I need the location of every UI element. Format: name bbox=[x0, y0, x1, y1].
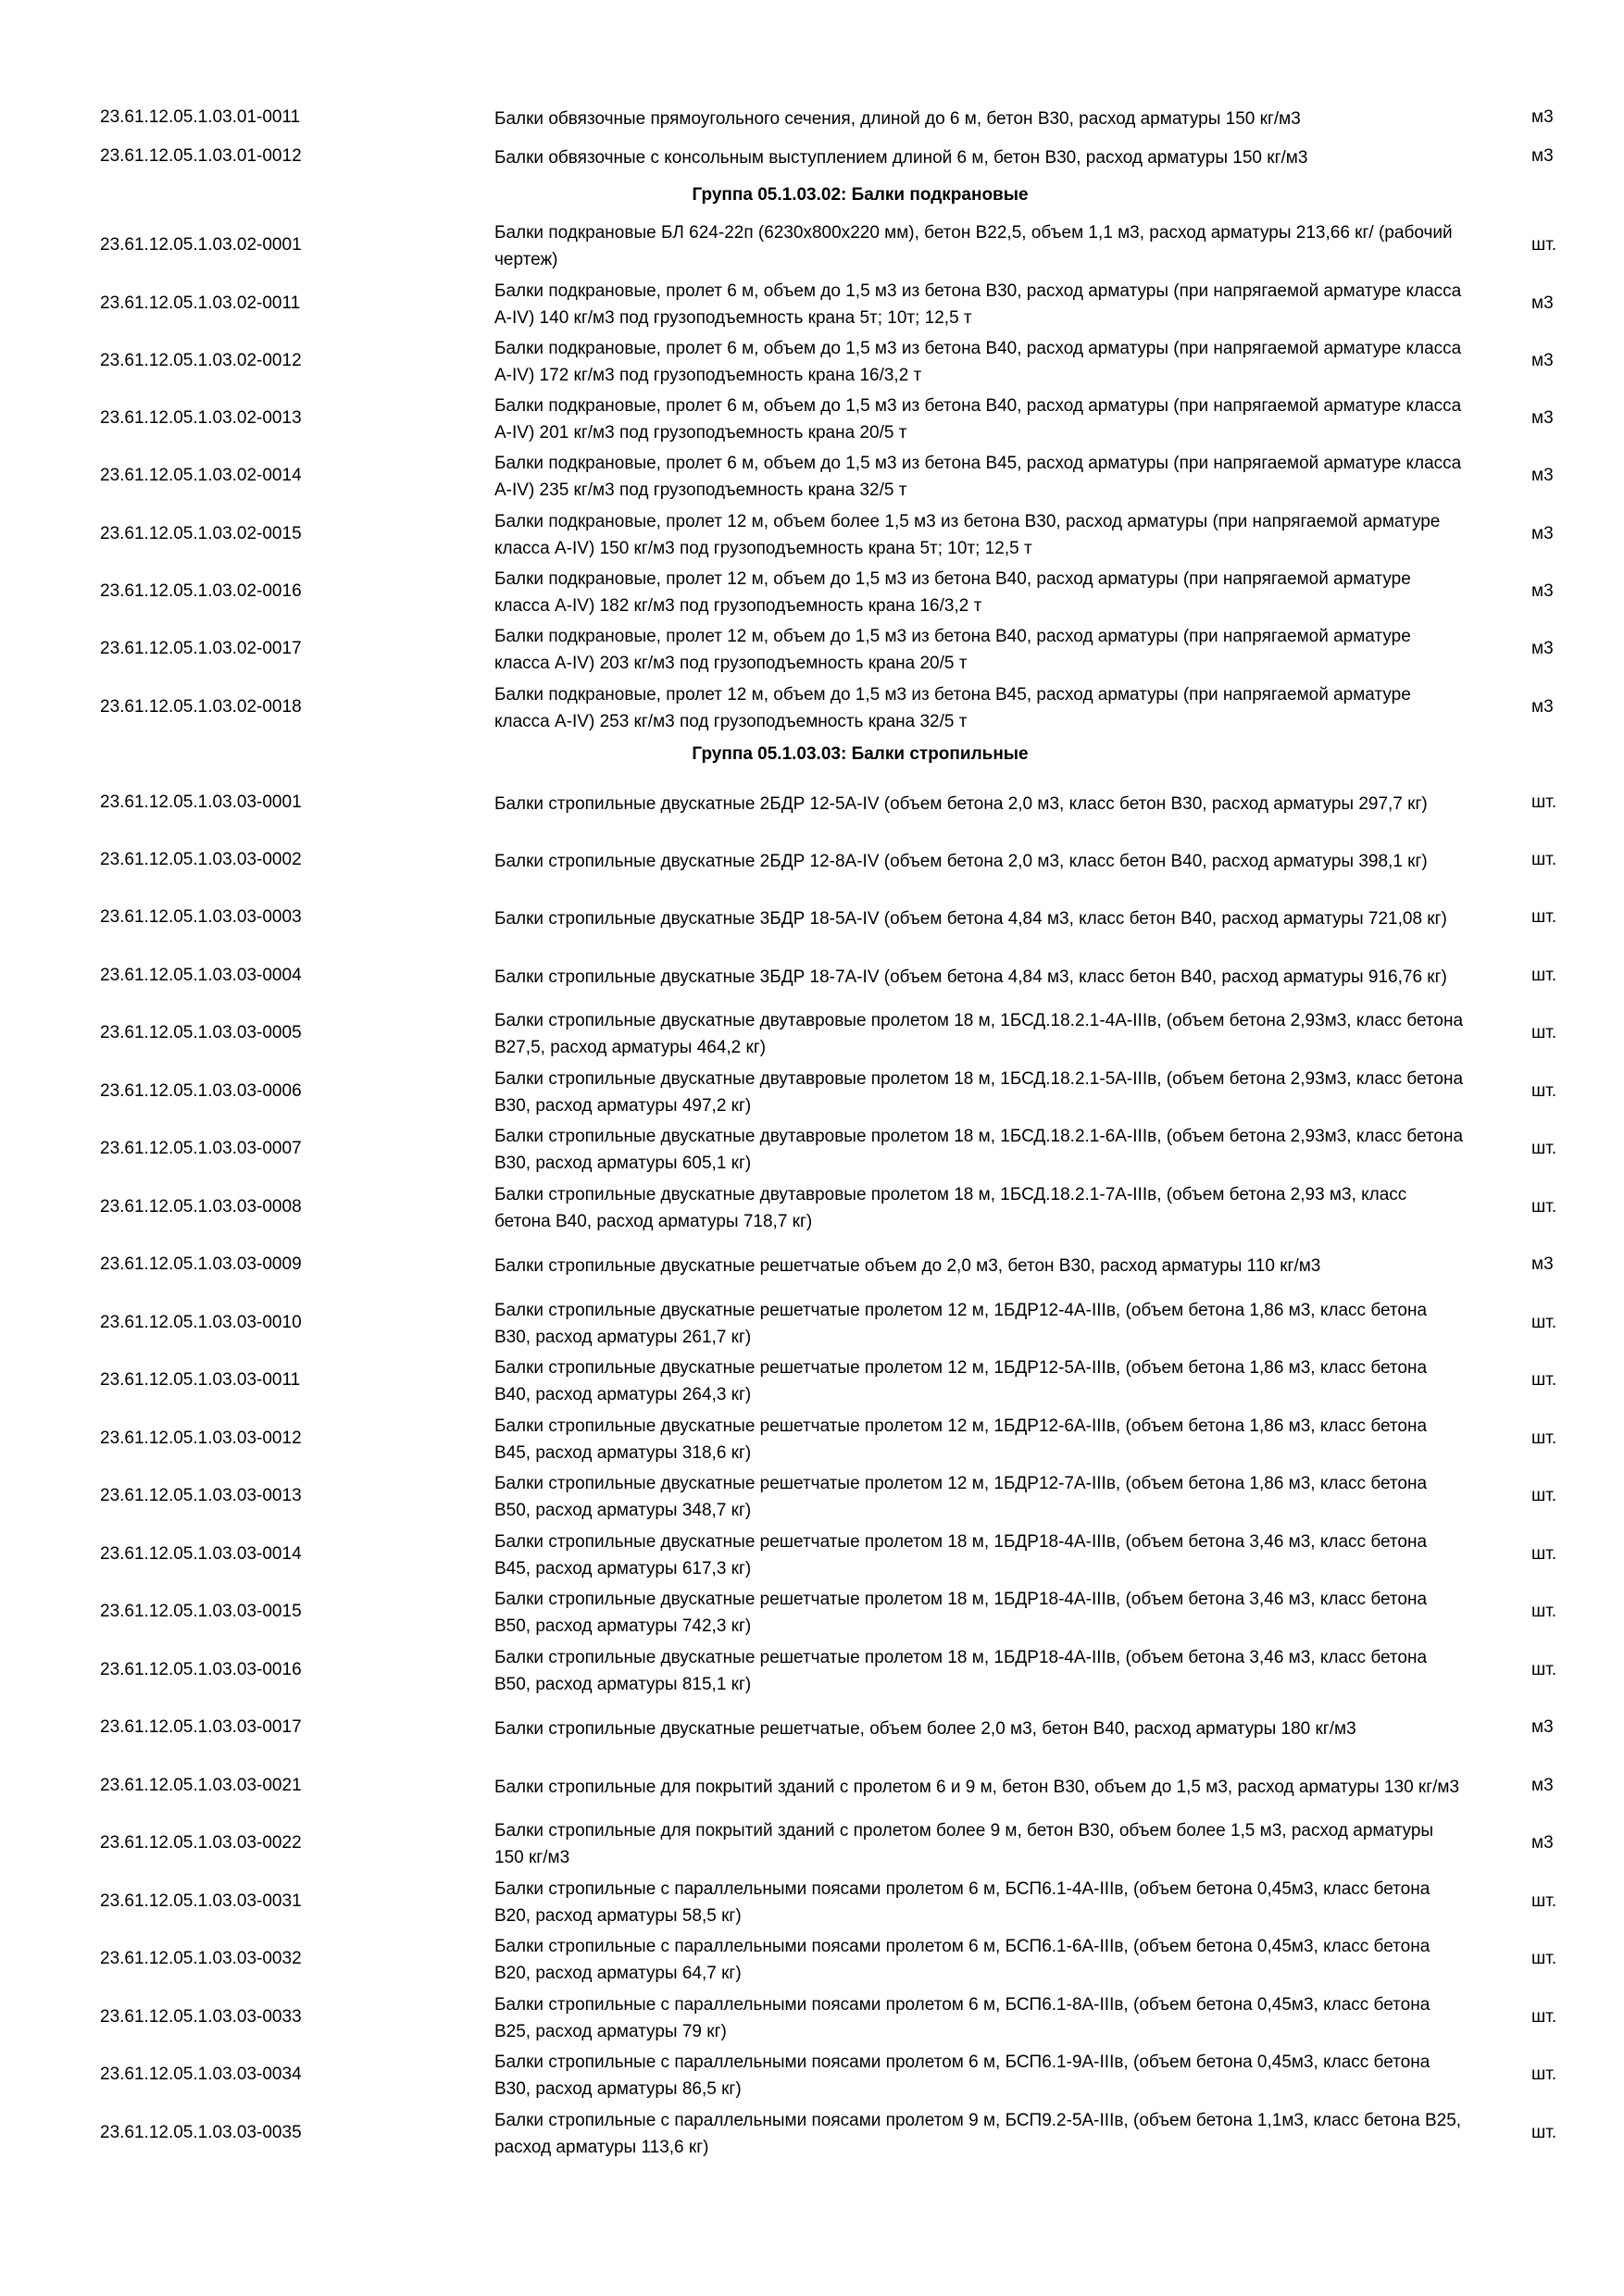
row-unit: м3 bbox=[1531, 1833, 1554, 1853]
row-unit: м3 bbox=[1531, 293, 1554, 313]
row-description: Балки стропильные двускатные 3БДР 18-5А-IV (объем бетона 4,84 м3, класс бетон В40, расход арматуры 721,08 кг) bbox=[494, 908, 1447, 929]
row-code: 23.61.12.05.1.03.02-0012 bbox=[100, 351, 302, 370]
row-unit: шт. bbox=[1531, 1891, 1557, 1911]
row-unit: м3 bbox=[1531, 581, 1554, 601]
row-description: Балки стропильные двускатные решетчатые пролетом 12 м, 1БДР12-6А-IIIв, (объем бетона 1,86 м3, класс бетона В45, расход арматуры 318,6 кг) bbox=[494, 1416, 1428, 1463]
row-unit: шт. bbox=[1531, 2007, 1557, 2027]
row-description: Балки стропильные для покрытий зданий с пролетом более 9 м, бетон В30, объем более 1,5 м3, расход арматуры 150 кг/м3 bbox=[494, 1821, 1434, 1867]
row-unit: м3 bbox=[1531, 466, 1554, 485]
row-unit: шт. bbox=[1531, 1081, 1557, 1101]
row-description: Балки стропильные двускатные 2БДР 12-8А-IV (объем бетона 2,0 м3, класс бетон В40, расход арматуры 398,1 кг) bbox=[494, 851, 1428, 871]
row-unit: шт. bbox=[1531, 792, 1557, 812]
row-unit: м3 bbox=[1531, 1717, 1554, 1737]
row-unit: м3 bbox=[1531, 408, 1554, 428]
row-unit: шт. bbox=[1531, 2123, 1557, 2142]
row-code: 23.61.12.05.1.03.03-0033 bbox=[100, 2007, 302, 2027]
row-description: Балки стропильные с параллельными поясами пролетом 6 м, БСП6.1-8А-IIIв, (объем бетона 0,45м3, класс бетона В25, расход арматуры 79 кг) bbox=[494, 1995, 1430, 2041]
row-description: Балки подкрановые, пролет 6 м, объем до 1,5 м3 из бетона В45, расход арматуры (при напрягаемой арматуре класса А-IV) 235 кг/м3 под грузоподъемность крана 32/5 т bbox=[494, 454, 1462, 500]
row-unit: шт. bbox=[1531, 1197, 1557, 1217]
row-code: 23.61.12.05.1.03.03-0035 bbox=[100, 2123, 302, 2142]
row-code: 23.61.12.05.1.03.03-0014 bbox=[100, 1544, 302, 1564]
row-code: 23.61.12.05.1.03.03-0021 bbox=[100, 1776, 302, 1795]
row-code: 23.61.12.05.1.03.02-0018 bbox=[100, 697, 302, 717]
row-code: 23.61.12.05.1.03.02-0014 bbox=[100, 466, 302, 485]
row-unit: шт. bbox=[1531, 1313, 1557, 1332]
row-description: Балки стропильные двускатные решетчатые объем до 2,0 м3, бетон В30, расход арматуры 110 кг/м3 bbox=[494, 1255, 1321, 1276]
row-description: Балки стропильные двускатные 2БДР 12-5А-IV (объем бетона 2,0 м3, класс бетон В30, расход арматуры 297,7 кг) bbox=[494, 793, 1428, 814]
row-code: 23.61.12.05.1.03.01-0011 bbox=[100, 107, 301, 127]
row-code: 23.61.12.05.1.03.03-0001 bbox=[100, 792, 302, 812]
row-code: 23.61.12.05.1.03.03-0005 bbox=[100, 1023, 302, 1042]
row-description: Балки стропильные двускатные двутавровые пролетом 18 м, 1БСД.18.2.1-5А-IIIв, (объем бетона 2,93м3, класс бетона В30, расход арматуры 497,2 кг) bbox=[494, 1069, 1464, 1116]
row-unit: шт. bbox=[1531, 1370, 1557, 1390]
row-code: 23.61.12.05.1.03.02-0015 bbox=[100, 524, 302, 543]
row-code: 23.61.12.05.1.03.01-0012 bbox=[100, 146, 302, 166]
row-unit: шт. bbox=[1531, 1949, 1557, 1968]
row-description: Балки подкрановые, пролет 12 м, объем до 1,5 м3 из бетона В40, расход арматуры (при напрягаемой арматуре класса А-IV) 203 кг/м3 под грузоподъемность крана 20/5 т bbox=[494, 627, 1411, 673]
row-description: Балки подкрановые, пролет 6 м, объем до 1,5 м3 из бетона В40, расход арматуры (при напрягаемой арматуре класса А-IV) 201 кг/м3 под грузоподъемность крана 20/5 т bbox=[494, 396, 1462, 443]
row-description: Балки подкрановые, пролет 12 м, объем более 1,5 м3 из бетона В30, расход арматуры (при напрягаемой арматуре класса А-IV) 150 кг/м3 под грузоподъемность крана 5т; 10т; 12,5 т bbox=[494, 512, 1441, 558]
group-heading: Группа 05.1.03.02: Балки подкрановые bbox=[692, 185, 1029, 205]
row-code: 23.61.12.05.1.03.03-0009 bbox=[100, 1254, 302, 1274]
row-code: 23.61.12.05.1.03.03-0003 bbox=[100, 907, 302, 927]
row-description: Балки стропильные двускатные решетчатые пролетом 18 м, 1БДР18-4А-IIIв, (объем бетона 3,46 м3, класс бетона В45, расход арматуры 617,3 кг) bbox=[494, 1532, 1428, 1578]
row-description: Балки стропильные с параллельными поясами пролетом 6 м, БСП6.1-6А-IIIв, (объем бетона 0,45м3, класс бетона В20, расход арматуры 64,7 кг) bbox=[494, 1937, 1430, 1983]
row-unit: шт. bbox=[1531, 1486, 1557, 1505]
row-description: Балки стропильные для покрытий зданий с пролетом 6 и 9 м, бетон В30, объем до 1,5 м3, расход арматуры 130 кг/м3 bbox=[494, 1777, 1460, 1797]
row-unit: м3 bbox=[1531, 351, 1554, 370]
row-code: 23.61.12.05.1.03.03-0012 bbox=[100, 1429, 302, 1448]
row-unit: шт. bbox=[1531, 1544, 1557, 1564]
row-description: Балки стропильные с параллельными поясами пролетом 6 м, БСП6.1-9А-IIIв, (объем бетона 0,45м3, класс бетона В30, расход арматуры 86,5 кг) bbox=[494, 2053, 1430, 2099]
row-description: Балки стропильные двускатные решетчатые пролетом 18 м, 1БДР18-4А-IIIв, (объем бетона 3,46 м3, класс бетона В50, расход арматуры 815,1 кг) bbox=[494, 1648, 1428, 1694]
row-code: 23.61.12.05.1.03.03-0022 bbox=[100, 1833, 302, 1853]
row-unit: шт. bbox=[1531, 1602, 1557, 1621]
row-unit: шт. bbox=[1531, 850, 1557, 869]
row-description: Балки подкрановые БЛ 624-22п (6230x800x220 мм), бетон В22,5, объем 1,1 м3, расход арматуры 213,66 кг/ (рабочий чертеж) bbox=[494, 223, 1453, 269]
group-heading: Группа 05.1.03.03: Балки стропильные bbox=[692, 744, 1029, 764]
row-unit: м3 bbox=[1531, 107, 1554, 127]
row-code: 23.61.12.05.1.03.02-0013 bbox=[100, 408, 302, 428]
row-description: Балки стропильные двускатные двутавровые пролетом 18 м, 1БСД.18.2.1-6А-IIIв, (объем бетона 2,93м3, класс бетона В30, расход арматуры 605,1 кг) bbox=[494, 1127, 1464, 1173]
row-description: Балки подкрановые, пролет 6 м, объем до 1,5 м3 из бетона В40, расход арматуры (при напрягаемой арматуре класса А-IV) 172 кг/м3 под грузоподъемность крана 16/3,2 т bbox=[494, 339, 1462, 385]
row-code: 23.61.12.05.1.03.03-0016 bbox=[100, 1660, 302, 1679]
row-description: Балки стропильные двускатные решетчатые, объем более 2,0 м3, бетон В40, расход арматуры 180 кг/м3 bbox=[494, 1718, 1356, 1739]
row-unit: шт. bbox=[1531, 1660, 1557, 1679]
row-unit: м3 bbox=[1531, 146, 1554, 166]
row-description: Балки стропильные двускатные 3БДР 18-7А-IV (объем бетона 4,84 м3, класс бетон В40, расход арматуры 916,76 кг) bbox=[494, 967, 1447, 987]
row-code: 23.61.12.05.1.03.03-0010 bbox=[100, 1313, 302, 1332]
row-code: 23.61.12.05.1.03.02-0016 bbox=[100, 581, 302, 601]
row-unit: м3 bbox=[1531, 697, 1554, 717]
row-code: 23.61.12.05.1.03.03-0017 bbox=[100, 1717, 302, 1737]
row-code: 23.61.12.05.1.03.03-0008 bbox=[100, 1197, 302, 1217]
row-unit: шт. bbox=[1531, 1023, 1557, 1042]
row-unit: шт. bbox=[1531, 235, 1557, 255]
row-code: 23.61.12.05.1.03.03-0004 bbox=[100, 966, 302, 985]
row-code: 23.61.12.05.1.03.03-0011 bbox=[100, 1370, 301, 1390]
row-code: 23.61.12.05.1.03.03-0032 bbox=[100, 1949, 302, 1968]
row-unit: шт. bbox=[1531, 966, 1557, 985]
row-unit: шт. bbox=[1531, 1139, 1557, 1158]
row-description: Балки подкрановые, пролет 6 м, объем до 1,5 м3 из бетона В30, расход арматуры (при напрягаемой арматуре класса А-IV) 140 кг/м3 под грузоподъемность крана 5т; 10т; 12,5 т bbox=[494, 281, 1462, 328]
row-description: Балки стропильные с параллельными поясами пролетом 6 м, БСП6.1-4А-IIIв, (объем бетона 0,45м3, класс бетона В20, расход арматуры 58,5 кг) bbox=[494, 1879, 1430, 1926]
row-code: 23.61.12.05.1.03.03-0013 bbox=[100, 1486, 302, 1505]
row-code: 23.61.12.05.1.03.03-0007 bbox=[100, 1139, 302, 1158]
row-code: 23.61.12.05.1.03.03-0002 bbox=[100, 850, 302, 869]
row-code: 23.61.12.05.1.03.03-0031 bbox=[100, 1891, 302, 1911]
row-description: Балки стропильные двускатные решетчатые пролетом 18 м, 1БДР18-4А-IIIв, (объем бетона 3,46 м3, класс бетона В50, расход арматуры 742,3 кг) bbox=[494, 1590, 1428, 1636]
row-description: Балки стропильные двускатные двутавровые пролетом 18 м, 1БСД.18.2.1-7А-IIIв, (объем бетона 2,93 м3, класс бетона В40, расход арматуры 718,7 кг) bbox=[494, 1185, 1407, 1231]
row-unit: м3 bbox=[1531, 524, 1554, 543]
row-code: 23.61.12.05.1.03.03-0015 bbox=[100, 1602, 302, 1621]
row-unit: м3 bbox=[1531, 1254, 1554, 1274]
row-unit: шт. bbox=[1531, 907, 1557, 927]
row-code: 23.61.12.05.1.03.03-0034 bbox=[100, 2065, 302, 2084]
row-code: 23.61.12.05.1.03.02-0001 bbox=[100, 235, 302, 255]
row-description: Балки обвязочные прямоугольного сечения, длиной до 6 м, бетон В30, расход арматуры 150 кг/м3 bbox=[494, 108, 1301, 129]
row-unit: шт. bbox=[1531, 2065, 1557, 2084]
row-description: Балки стропильные с параллельными поясами пролетом 9 м, БСП9.2-5А-IIIв, (объем бетона 1,1м3, класс бетона В25, расход арматуры 113,6 кг) bbox=[494, 2111, 1462, 2157]
row-description: Балки стропильные двускатные решетчатые пролетом 12 м, 1БДР12-5А-IIIв, (объем бетона 1,86 м3, класс бетона В40, расход арматуры 264,3 кг) bbox=[494, 1358, 1428, 1404]
row-code: 23.61.12.05.1.03.02-0011 bbox=[100, 293, 301, 313]
row-unit: шт. bbox=[1531, 1429, 1557, 1448]
row-code: 23.61.12.05.1.03.03-0006 bbox=[100, 1081, 302, 1101]
row-description: Балки стропильные двускатные двутавровые пролетом 18 м, 1БСД.18.2.1-4А-IIIв, (объем бетона 2,93м3, класс бетона В27,5, расход арматуры 464,2 кг) bbox=[494, 1011, 1464, 1057]
row-unit: м3 bbox=[1531, 1776, 1554, 1795]
row-description: Балки обвязочные с консольным выступлением длиной 6 м, бетон В30, расход арматуры 150 кг/м3 bbox=[494, 147, 1308, 168]
row-code: 23.61.12.05.1.03.02-0017 bbox=[100, 639, 302, 658]
row-description: Балки подкрановые, пролет 12 м, объем до 1,5 м3 из бетона В40, расход арматуры (при напрягаемой арматуре класса А-IV) 182 кг/м3 под грузоподъемность крана 16/3,2 т bbox=[494, 569, 1411, 616]
row-unit: м3 bbox=[1531, 639, 1554, 658]
row-description: Балки стропильные двускатные решетчатые пролетом 12 м, 1БДР12-4А-IIIв, (объем бетона 1,86 м3, класс бетона В30, расход арматуры 261,7 кг) bbox=[494, 1301, 1428, 1347]
row-description: Балки стропильные двускатные решетчатые пролетом 12 м, 1БДР12-7А-IIIв, (объем бетона 1,86 м3, класс бетона В50, расход арматуры 348,7 кг) bbox=[494, 1474, 1428, 1520]
row-description: Балки подкрановые, пролет 12 м, объем до 1,5 м3 из бетона В45, расход арматуры (при напрягаемой арматуре класса А-IV) 253 кг/м3 под грузоподъемность крана 32/5 т bbox=[494, 685, 1411, 731]
